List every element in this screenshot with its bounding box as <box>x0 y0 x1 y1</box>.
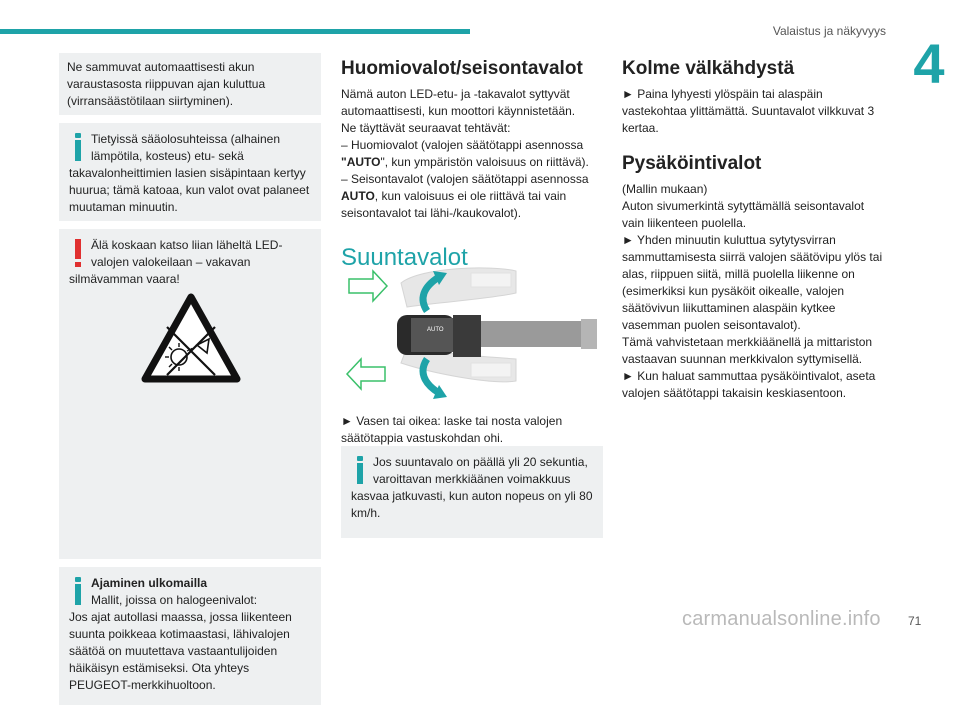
daytime-p4: – Seisontavalot (valojen säätötappi asennossa AUTO, kun valoisuus ei ole riittävä tai vain seisontavalot tai lähi-/kaukovalot). <box>341 172 589 220</box>
intro-box <box>59 53 321 115</box>
page-number: 71 <box>908 614 922 628</box>
info-note-condensation <box>59 123 321 221</box>
info-note-first-line: Tietyissä sääolosuhteissa (alhainen lämpötila, kosteus) etu- sekä <box>91 132 280 163</box>
info-icon <box>71 577 85 605</box>
indicator-note-rest: kasvaa jatkuvasti, kun auton nopeus on yli 80 km/h. <box>351 489 593 520</box>
warning-note-led <box>59 229 321 559</box>
info-icon <box>353 456 367 484</box>
daytime-p1: Nämä auton LED-etu- ja -takavalot syttyvät automaattisesti, kun moottori käynnistetään. <box>341 87 576 118</box>
warning-first-line: Älä koskaan katso liian läheltä LED-valojen valokeilaan – vakavan <box>91 238 283 269</box>
daytime-lights-heading: Huomiovalot/seisontavalot <box>341 58 583 79</box>
left-column <box>59 53 321 705</box>
info-note-rest: takavalonheittimien lasien sisäpintaan kertyy huurua; tämä katoaa, kun valot ovat palaneet muutaman minuutin. <box>69 166 310 214</box>
parking-p2: (Mallin mukaan) <box>622 182 708 196</box>
lighting-stalk-illustration <box>341 263 603 403</box>
warning-icon <box>71 239 85 267</box>
daytime-lights-text <box>341 86 603 222</box>
three-flashes-heading: Kolme välkähdystä <box>622 58 795 79</box>
parking-p3: Auton sivumerkintä sytyttämällä seisontavalot vain liikenteen puolella. <box>622 199 865 230</box>
indicators-heading: Suuntavalot <box>341 244 468 271</box>
indicator-instruction: ► Vasen tai oikea: laske tai nosta valojen säätötappia vastuskohdan ohi. <box>341 414 563 445</box>
abroad-title: Ajaminen ulkomailla <box>91 576 208 590</box>
parking-p4: ► Yhden minuutin kuluttua sytytysvirran sammuttamisesta siirrä valojen säätövipu ylös tai alas, riippuen siitä, millä puolella liikenne on (esimerkiksi kun pysäköit oikealle, valojen säätövivun liikuttaminen alaspäin kytkee vasemman puolen seisontavalot). <box>622 233 883 332</box>
middle-column <box>341 58 603 520</box>
indicator-info-note <box>341 446 603 538</box>
header-accent-bar <box>0 29 470 34</box>
indicator-note-first: Jos suuntavalo on päällä yli 20 sekuntia, varoittavan merkkiäänen voimakkuus <box>373 455 588 486</box>
section-title: Valaistus ja näkyvyys <box>772 24 886 38</box>
parking-p6: ► Kun haluat sammuttaa pysäköintivalot, aseta valojen säätötappi takaisin keskiasentoon. <box>622 369 876 400</box>
warning-rest: silmävamman vaara! <box>69 272 180 286</box>
info-note-abroad <box>59 567 321 705</box>
chapter-number: 4 <box>913 32 945 95</box>
parking-p5: Tämä vahvistetaan merkkiäänellä ja mittariston vastaavan suunnan merkkivalon syttymisellä. <box>622 335 873 366</box>
right-arrow-icon <box>349 271 387 301</box>
abroad-text: Jos ajat autollasi maassa, jossa liikenteen suunta poikkeaa kotimaastasi, lähivalojen säätöä on muutettava vastaantulijoiden häikäisyn estämiseksi. Ota yhteys PEUGEOT-merkkihuoltoon. <box>69 610 292 692</box>
parking-lights-heading: Pysäköintivalot <box>622 153 762 174</box>
info-icon <box>71 133 85 161</box>
daytime-p2: Ne täyttävät seuraavat tehtävät: <box>341 121 511 135</box>
left-arrow-icon <box>347 359 385 389</box>
watermark: carmanualsonline.info <box>682 608 881 630</box>
do-not-look-led-warning-icon <box>139 291 243 387</box>
stalk-auto-label: AUTO <box>427 327 444 333</box>
daytime-p3: – Huomiovalot (valojen säätötappi asennossa "AUTO", kun ympäristön valoisuus on riittävä). <box>341 138 589 169</box>
parking-lights-text <box>622 181 884 402</box>
abroad-models: Mallit, joissa on halogeenivalot: <box>91 593 258 607</box>
right-column <box>622 58 884 402</box>
intro-text: Ne sammuvat automaattisesti akun varaustasosta riippuvan ajan kuluttua (virransäästötilaan siirtyminen). <box>67 60 266 108</box>
three-flashes-text: ► Paina lyhyesti ylöspäin tai alaspäin vastekohtaa ylittämättä. Suuntavalot vilkkuvat 3 kertaa. <box>622 87 875 135</box>
